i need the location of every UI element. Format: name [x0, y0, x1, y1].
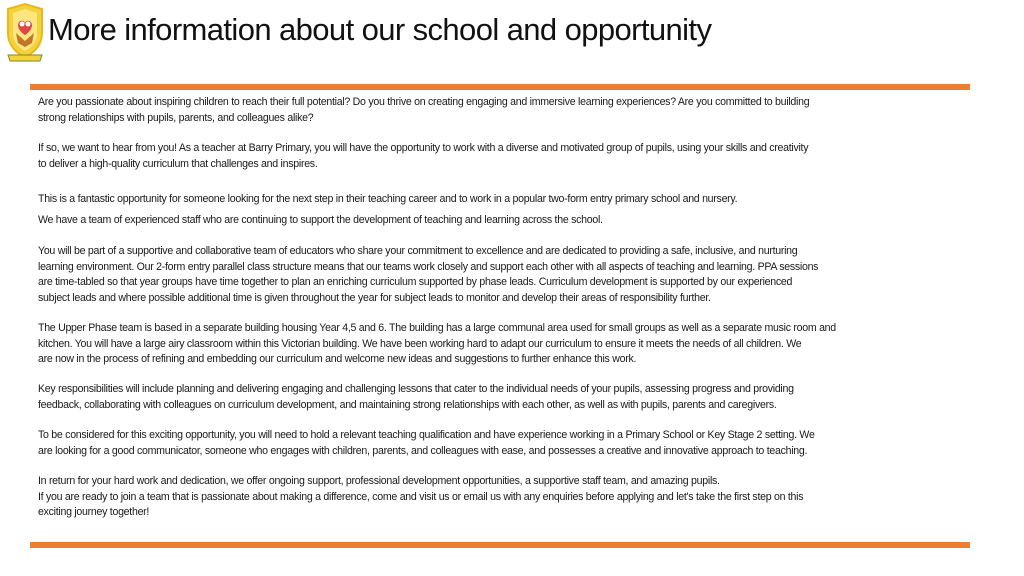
school-logo	[4, 3, 46, 65]
text-line: subject leads and where possible additional time is given throughout the year for subject leads to monitor and develop their areas of responsibility further.	[38, 291, 711, 304]
page-title: More information about our school and opportunity	[48, 12, 712, 47]
text-line: If you are ready to join a team that is passionate about making a difference, come and visit us or email us with any enquiries before applying and let's take the first step on this	[38, 490, 804, 503]
text-line: If so, we want to hear from you! As a teacher at Barry Primary, you will have the opportunity to work with a diverse and motivated group of pupils, using your skills and creativity	[38, 142, 809, 154]
paragraph	[38, 382, 794, 413]
text-line: feedback, collaborating with colleagues on curriculum development, and maintaining strong relationships with each other, as well as with pupils, parents and caregivers.	[38, 398, 777, 411]
text-line: kitchen. You will have a large airy classroom within this Victorian building. We have been working hard to adapt our curriculum to ensure it meets the needs of all children. We	[38, 337, 802, 350]
paragraph	[38, 95, 809, 126]
text-line: We have a team of experienced staff who are continuing to support the development of teaching and learning across the school.	[38, 214, 603, 226]
text-line: to deliver a high-quality curriculum that challenges and inspires.	[38, 157, 318, 170]
text-line: learning environment. Our 2-form entry parallel class structure means that our teams work closely and support each other with all aspects of teaching and learning. PPA sessions	[38, 260, 819, 273]
bottom-divider	[30, 542, 970, 548]
text-line: are now in the process of refining and embedding our curriculum and welcome new ideas and suggestions to further enhance this work.	[38, 353, 637, 365]
paragraph	[38, 213, 603, 229]
paragraph	[38, 428, 815, 459]
text-line: The Upper Phase team is based in a separate building housing Year 4,5 and 6. The building has a large communal area used for small groups as well as a separate music room and	[38, 322, 836, 334]
text-line: In return for your hard work and dedication, we offer ongoing support, professional development opportunities, a supportive staff team, and amazing pupils.	[38, 475, 720, 487]
text-line: are looking for a good communicator, someone who engages with children, parents, and colleagues with ease, and possesses a creative and innovative approach to teaching.	[38, 444, 808, 457]
paragraph	[38, 474, 803, 521]
paragraph	[38, 192, 737, 208]
text-line: This is a fantastic opportunity for someone looking for the next step in their teaching career and to work in a popular two-form entry primary school and nursery.	[38, 193, 738, 205]
text-line: are time-tabled so that year groups have time together to plan an enriching curriculum supported by phase leads. Curriculum development is supported by our experienced	[38, 276, 793, 288]
text-line: exciting journey together!	[38, 506, 150, 518]
top-divider	[30, 84, 970, 90]
paragraph	[38, 244, 818, 306]
text-line: You will be part of a supportive and collaborative team of educators who share your commitment to excellence and are dedicated to providing a safe, inclusive, and nurturing	[38, 245, 798, 257]
text-line: strong relationships with pupils, parents, and colleagues alike?	[38, 111, 314, 124]
paragraph	[38, 321, 836, 368]
text-line: To be considered for this exciting opportunity, you will need to hold a relevant teaching qualification and have experience working in a Primary School or Key Stage 2 setting. We	[38, 429, 815, 441]
text-line: Are you passionate about inspiring children to reach their full potential? Do you thrive on creating engaging and immersive learning experiences? Are you committed to building	[38, 96, 810, 108]
paragraph	[38, 141, 808, 172]
text-line: Key responsibilities will include planning and delivering engaging and challenging lessons that cater to the individual needs of your pupils, assessing progress and providing	[38, 383, 794, 395]
